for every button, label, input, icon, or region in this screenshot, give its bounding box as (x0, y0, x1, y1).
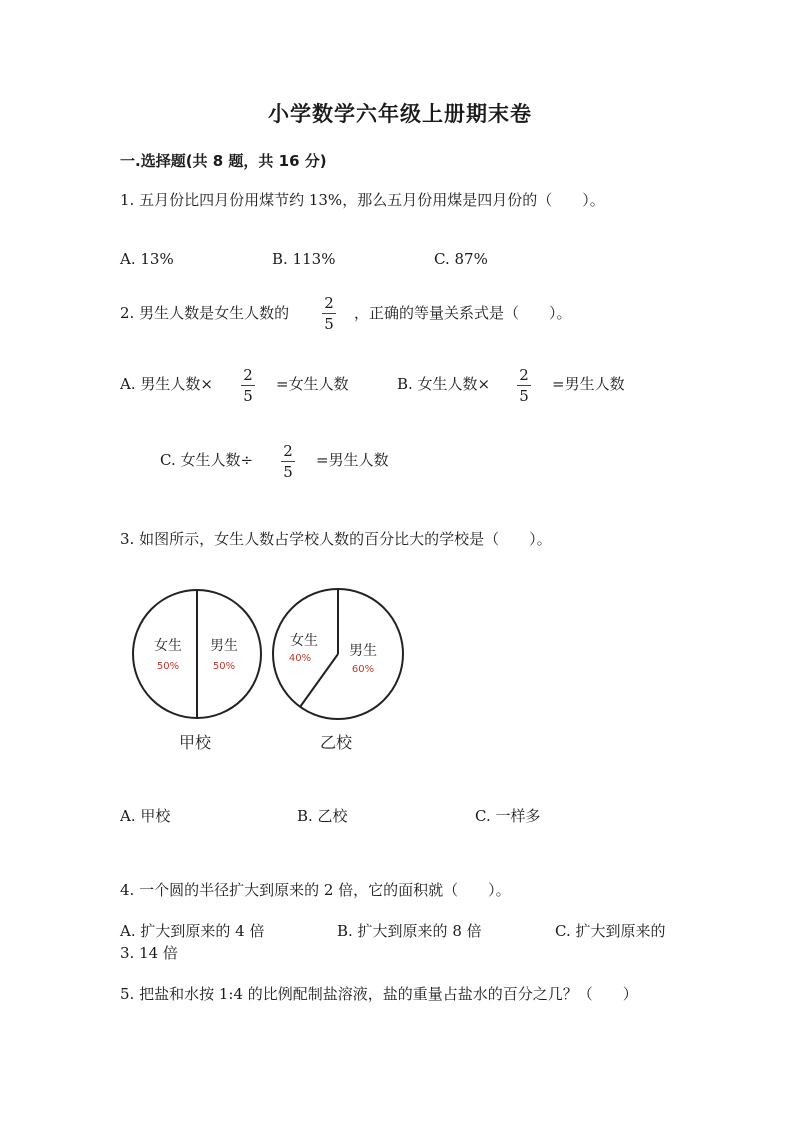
question-2-option-b-start: B. 女生人数× (397, 375, 491, 393)
question-2-option-a-fraction (239, 366, 257, 405)
question-3-option-b: B. 乙校 (297, 807, 348, 825)
fraction-numerator: 2 (324, 294, 334, 312)
school-1-pie (133, 590, 261, 752)
school-2-boys-label: 男生 (349, 643, 377, 659)
question-2-option-c-end: =男生人数 (316, 451, 389, 469)
question-5-stem: 5. 把盐和水按 1:4 的比例配制盐溶液，盐的重量占盐水的百分之几？（ ） (120, 985, 638, 1003)
page-title: 小学数学六年级上册期末卷 (268, 101, 532, 126)
school-1-name: 甲校 (178, 733, 212, 752)
school-1-girls-percent: 50% (156, 661, 180, 672)
question-4-option-c: C. 扩大到原来的 (555, 922, 666, 940)
fraction-bar (322, 313, 336, 314)
school-2-name: 乙校 (319, 733, 353, 752)
school-2-boys-percent: 60% (351, 664, 375, 675)
fraction-denominator: 5 (324, 315, 334, 333)
question-2-option-b-fraction (515, 366, 533, 405)
question-1-option-b: B. 113% (272, 250, 336, 268)
question-1-option-c: C. 87% (434, 250, 488, 268)
question-4-option-a: A. 扩大到原来的 4 倍 (120, 922, 265, 940)
fraction-numerator: 2 (283, 442, 293, 460)
school-1-boys-percent: 50% (212, 661, 236, 672)
fraction-numerator: 2 (243, 366, 253, 384)
question-2-option-b-end: =男生人数 (552, 375, 625, 393)
question-2-stem-start: 2. 男生人数是女生人数的 (120, 304, 290, 322)
school-1-boys-label: 男生 (210, 638, 238, 654)
question-2-option-a-end: =女生人数 (276, 375, 349, 393)
section-heading: 一.选择题(共 8 题，共 16 分) (120, 152, 327, 170)
fraction-denominator: 5 (283, 463, 293, 481)
question-3-figure (120, 580, 420, 760)
question-3-option-a: A. 甲校 (120, 807, 171, 825)
question-4-stem: 4. 一个圆的半径扩大到原来的 2 倍，它的面积就（ ）。 (120, 881, 511, 899)
question-2-stem-end: ，正确的等量关系式是（ ）。 (354, 304, 572, 322)
fraction-bar (517, 385, 531, 386)
question-1-stem: 1. 五月份比四月份用煤节约 13%，那么五月份用煤是四月份的（ ）。 (120, 191, 605, 209)
school-2-girls-label: 女生 (290, 633, 318, 649)
fraction-denominator: 5 (519, 387, 529, 405)
question-4-option-b: B. 扩大到原来的 8 倍 (337, 922, 482, 940)
question-2-option-c-start: C. 女生人数÷ (160, 451, 254, 469)
question-4-option-c-continued: 3. 14 倍 (120, 944, 178, 962)
question-1-option-a: A. 13% (120, 250, 174, 268)
question-2-option-c-fraction (279, 442, 297, 481)
school-2-pie (273, 589, 403, 752)
fraction-bar (281, 461, 295, 462)
question-3-option-c: C. 一样多 (475, 807, 541, 825)
school-1-girls-label: 女生 (154, 638, 182, 654)
fraction-numerator: 2 (519, 366, 529, 384)
question-3-stem: 3. 如图所示，女生人数占学校人数的百分比大的学校是（ ）。 (120, 530, 552, 548)
fraction-bar (241, 385, 255, 386)
question-2-option-a-start: A. 男生人数× (120, 375, 213, 393)
fraction-denominator: 5 (243, 387, 253, 405)
school-2-girls-percent: 40% (288, 653, 312, 664)
question-2-fraction (320, 294, 338, 333)
